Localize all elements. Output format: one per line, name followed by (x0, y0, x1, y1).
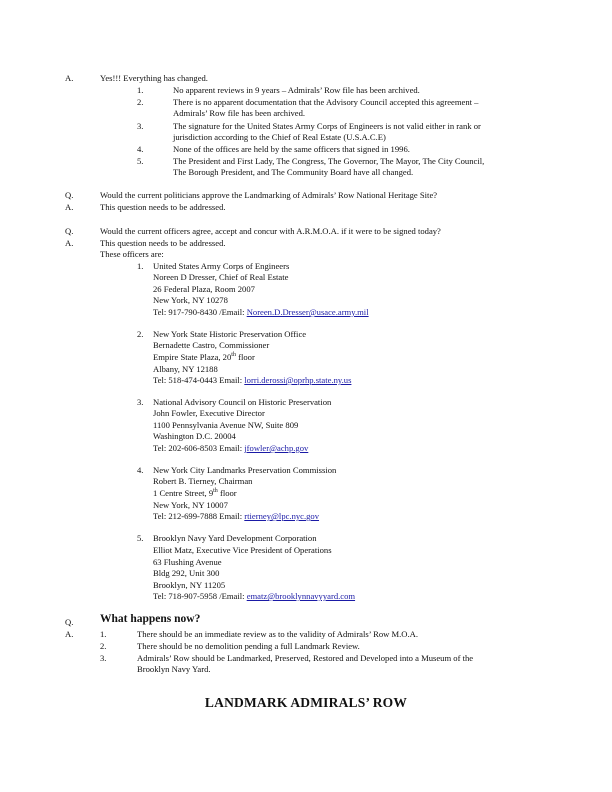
officer-2-org: New York State Historic Preservation Office (153, 329, 307, 339)
qa2-question-label: Q. (65, 190, 74, 200)
officer-1-addr2: New York, NY 10278 (153, 295, 228, 305)
qa4-item-1-num: 1. (100, 629, 107, 639)
officer-5-email-link[interactable]: ematz@brooklynnavyyard.com (246, 591, 356, 601)
officer-5-org: Brooklyn Navy Yard Development Corporation (153, 533, 317, 543)
qa2-answer-text: This question needs to be addressed. (100, 202, 226, 212)
footer-title: LANDMARK ADMIRALS’ ROW (204, 695, 408, 710)
officer-3-contact (153, 443, 308, 454)
qa3-question-text: Would the current officers agree, accept and concur with A.R.M.O.A. if it were to be signed today? (100, 226, 441, 236)
answer1-item-2-num: 2. (137, 97, 144, 107)
officer-5-tel: Tel: 718-907-5958 /Email: (153, 591, 247, 601)
answer1-item-1-line-1: No apparent reviews in 9 years – Admirals’ Row file has been archived. (173, 85, 420, 95)
officer-2-addr1-sup: th (231, 352, 236, 359)
answer1-item-3-line-1: The signature for the United States Army Corps of Engineers is not valid either in rank or (173, 121, 481, 131)
officer-3-addr1: 1100 Pennsylvania Avenue NW, Suite 809 (153, 420, 299, 430)
qa3-answer-label: A. (65, 238, 74, 248)
officer-5-name: Elliot Matz, Executive Vice President of Operations (153, 545, 332, 555)
qa3-question-label: Q. (65, 226, 74, 236)
officer-1-addr1: 26 Federal Plaza, Room 2007 (153, 284, 255, 294)
officer-4-org: New York City Landmarks Preservation Commission (153, 465, 337, 475)
answer1-item-2-line-1: There is no apparent documentation that the Advisory Council accepted this agreement – (173, 97, 479, 107)
answer1-text: Yes!!! Everything has changed. (100, 73, 208, 83)
officer-4-addr1-sup: th (213, 488, 218, 495)
officer-4-addr1-pre: 1 Centre Street, 9 (153, 488, 214, 498)
officer-3-email-link[interactable]: jfowler@achp.gov (244, 443, 309, 453)
officer-4-tel: Tel: 212-699-7888 Email: (153, 511, 245, 521)
officer-2-addr1 (153, 352, 255, 363)
officer-5-addr3: Brooklyn, NY 11205 (153, 580, 226, 590)
officer-5-addr2: Bldg 292, Unit 300 (153, 568, 220, 578)
officer-5-addr1: 63 Flushing Avenue (153, 557, 222, 567)
officer-4-contact (153, 511, 319, 522)
officer-3-addr2: Washington D.C. 20004 (153, 431, 236, 441)
answer1-item-5-line-1: The President and First Lady, The Congress, The Governor, The Mayor, The City Council, (173, 156, 485, 166)
officer-4-num: 4. (137, 465, 144, 475)
qa4-item-3-num: 3. (100, 653, 107, 663)
officer-4-email-link[interactable]: rtierney@lpc.nyc.gov (244, 511, 320, 521)
officer-4-name: Robert B. Tierney, Chairman (153, 476, 253, 486)
officer-4-addr2: New York, NY 10007 (153, 500, 228, 510)
answer1-label: A. (65, 73, 74, 83)
officer-1-email-link[interactable]: Noreen.D.Dresser@usace.army.mil (246, 307, 369, 317)
answer1-item-5-line-2: The Borough President, and The Community Board have all changed. (173, 167, 414, 177)
officer-3-tel: Tel: 202-606-8503 Email: (153, 443, 245, 453)
officer-5-contact (153, 591, 355, 602)
qa4-item-3-line-2: Brooklyn Navy Yard. (137, 664, 211, 674)
officer-3-num: 3. (137, 397, 144, 407)
qa3-answer-text: This question needs to be addressed. (100, 238, 226, 248)
officer-2-num: 2. (137, 329, 144, 339)
officer-1-org: United States Army Corps of Engineers (153, 261, 290, 271)
officer-2-email-link[interactable]: lorri.derossi@oprhp.state.ny.us (244, 375, 352, 385)
answer1-item-2-line-2: Admirals’ Row file has been archived. (173, 108, 306, 118)
qa3-intro: These officers are: (100, 249, 164, 259)
qa4-item-1-line-1: There should be an immediate review as to the validity of Admirals’ Row M.O.A. (137, 629, 418, 639)
officer-1-name: Noreen D Dresser, Chief of Real Estate (153, 272, 289, 282)
qa4-item-2-num: 2. (100, 641, 107, 651)
qa4-item-3-line-1: Admirals’ Row should be Landmarked, Preserved, Restored and Developed into a Museum of the (137, 653, 474, 663)
officer-5-num: 5. (137, 533, 144, 543)
officer-1-tel: Tel: 917-790-8430 /Email: (153, 307, 247, 317)
answer1-item-3-line-2: jurisdiction according to the Chief of Real Estate (U.S.A.C.E) (173, 132, 386, 142)
officer-2-addr1-pre: Empire State Plaza, 20 (153, 352, 232, 362)
officer-1-num: 1. (137, 261, 144, 271)
officer-2-addr1-post: floor (235, 352, 255, 362)
officer-2-name: Bernadette Castro, Commissioner (153, 340, 270, 350)
answer1-item-4-line-1: None of the offices are held by the same officers that signed in 1996. (173, 144, 410, 154)
officer-4-addr1 (153, 488, 237, 499)
answer1-item-3-num: 3. (137, 121, 144, 131)
answer1-item-4-num: 4. (137, 144, 144, 154)
officer-4-addr1-post: floor (217, 488, 237, 498)
officer-3-org: National Advisory Council on Historic Preservation (153, 397, 332, 407)
answer1-item-1-num: 1. (137, 85, 144, 95)
officer-2-addr2: Albany, NY 12188 (153, 364, 218, 374)
officer-3-name: John Fowler, Executive Director (153, 408, 265, 418)
qa4-item-2-line-1: There should be no demolition pending a full Landmark Review. (137, 641, 360, 651)
qa2-answer-label: A. (65, 202, 74, 212)
officer-1-contact (153, 307, 369, 318)
answer1-item-5-num: 5. (137, 156, 144, 166)
qa4-question-text: What happens now? (100, 613, 201, 625)
qa4-answer-label: A. (65, 629, 74, 639)
officer-2-tel: Tel: 518-474-0443 Email: (153, 375, 245, 385)
officer-2-contact (153, 375, 351, 386)
qa2-question-text: Would the current politicians approve the Landmarking of Admirals’ Row National Heritage Site? (100, 190, 438, 200)
qa4-question-label: Q. (65, 617, 74, 627)
